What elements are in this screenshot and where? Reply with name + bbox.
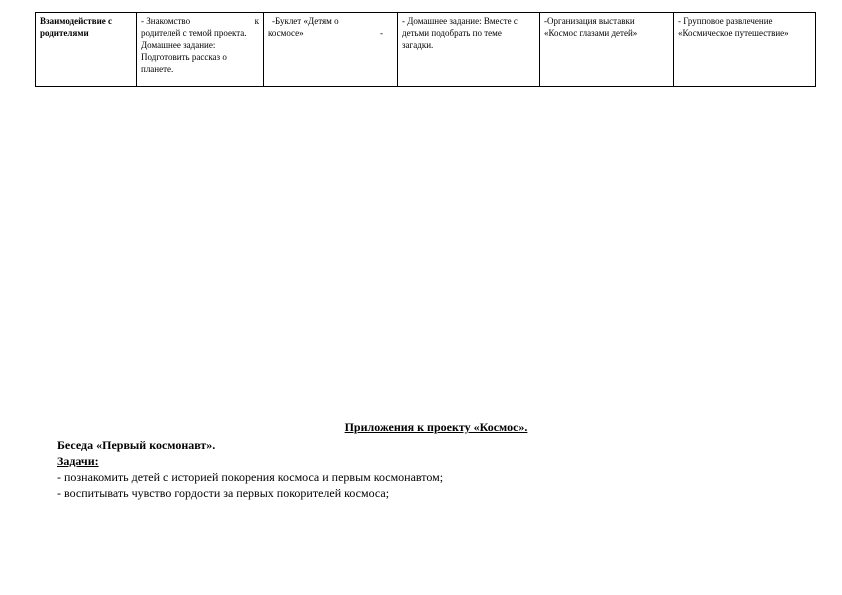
- cell-text: - Домашнее задание: Вместе с детьми подобрать по теме загадки.: [402, 16, 518, 50]
- project-plan-table: [35, 12, 816, 87]
- table-cell: [137, 13, 264, 87]
- cell-second-line: [268, 27, 393, 39]
- appendix-title: Приложения к проекту «Космос».: [344, 420, 528, 434]
- tasks-label: Задачи:: [57, 454, 99, 468]
- appendix-body: [57, 437, 757, 501]
- cell-text: -Организация выставки «Космос глазами детей»: [544, 16, 638, 38]
- cell-first-line: [141, 15, 259, 27]
- appendix-section: [0, 420, 842, 500]
- task-item: - познакомить детей с историей покорения космоса и первым космонавтом;: [57, 470, 444, 484]
- row-header-cell: [36, 13, 137, 87]
- cell-text: - Групповое развлечение «Космическое путешествие»: [678, 16, 789, 38]
- table-cell: [540, 13, 674, 87]
- cell-text: родителей с темой проекта. Домашнее задание: Подготовить рассказ о планете.: [141, 28, 247, 74]
- cell-text: -Буклет «Детям о: [272, 16, 339, 26]
- task-item: - воспитывать чувство гордости за первых покорителей космоса;: [57, 486, 390, 500]
- cell-text: - Знакомство: [141, 16, 191, 26]
- table-cell: [264, 13, 398, 87]
- cell-text: -: [380, 28, 383, 38]
- cell-text: космосе»: [268, 28, 304, 38]
- table-cell: [398, 13, 540, 87]
- conversation-heading: Беседа «Первый космонавт».: [57, 438, 216, 452]
- table-cell: [674, 13, 816, 87]
- cell-text: к: [254, 16, 259, 26]
- table-row: [36, 13, 816, 87]
- row-header-text: Взаимодействие с родителями: [40, 16, 112, 38]
